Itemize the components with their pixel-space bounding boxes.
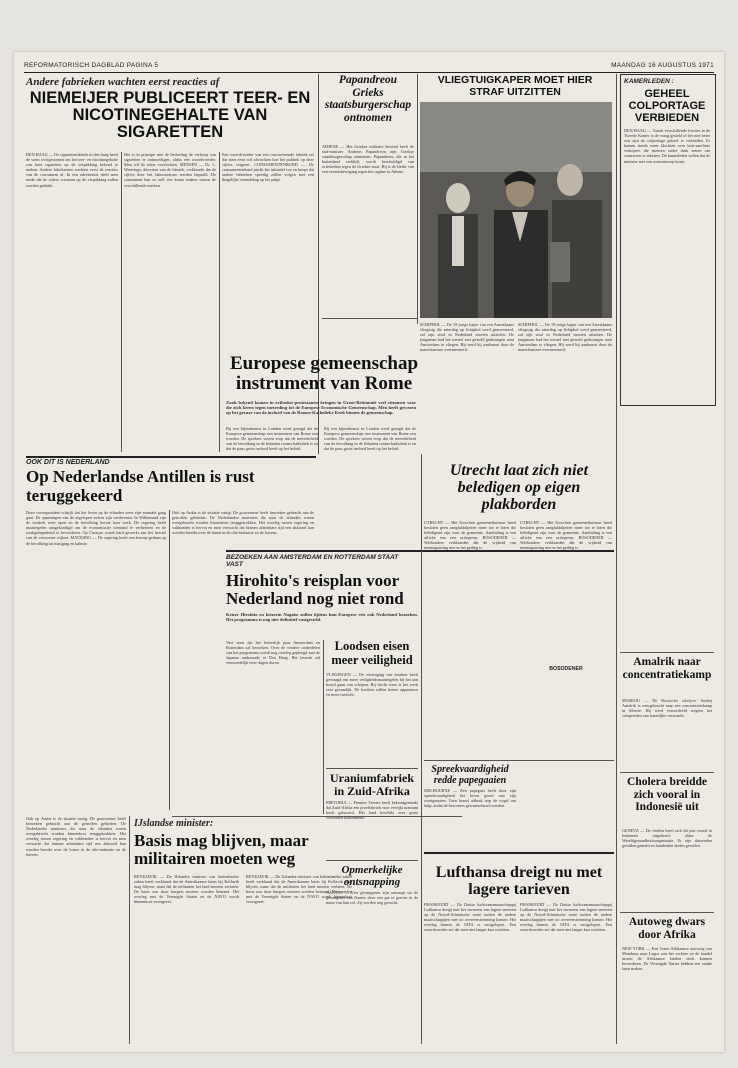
niemeijer-column-1: DEN HAAG — De sigarettenfabriek in den haag heeft de wens overgenomen om het teer- en nicotinegehalte van haar sigaretten op de verpakking bekend te maken. Andere fabrikanten wachten eerst de reacties van de consument af. In een advertentie deelt men mede dat de cijfers voortaan op de verpakking zullen worden gedrukt. [26, 152, 118, 188]
hirohito-lead: Keizer Hirohito en keizerin Nagako zullen tijdens hun Europese reis ook Nederland bezoeken. Het programma is nog niet definitief vastgesteld. [226, 612, 418, 623]
masthead [24, 58, 714, 73]
spreek-headline: Spreekvaardigheid redde papegaaien [431, 764, 509, 786]
cholera-text: GENEVE — De cholera heeft zich dit jaar vooral in Indonesië uitgebreid, aldus de Wereldgezondheidsorganisatie. Er zijn duizenden gevallen gemeld en honderden doden gevallen. [622, 828, 712, 849]
cholera-headline: Cholera breidde zich vooral in Indonesië uit [627, 776, 707, 813]
spreek-text: MELBOURNE — Een papegaai heeft door zijn spreekvaardigheid het leven gered van zijn soortgenoten. Toen brand uitbrak riep de vogel om hulp, zodat de bewoners gewaarschuwd werden. [424, 788, 516, 809]
ijslandse-kicker: IJslandse minister: [134, 818, 214, 829]
lufthansa-headline: Lufthansa dreigt nu met lagere tarieven [435, 864, 603, 898]
opmerkelijke-text: NANTES — Vier gevangenen zijn ontsnapt uit de gevangenis van Nantes door een gat te graven in de muur van hun cel. Zij worden nog gezocht. [326, 890, 418, 906]
loodsen-text: VLISSINGEN — De vereniging van loodsen heeft gevraagd om meer veiligheidsmaatregelen bij het aan boord gaan van schepen. Bij slecht weer is het werk zeer gevaarlijk. De loodsen willen betere apparatuur en meer toezicht. [326, 672, 418, 698]
hijacker-photo-illustration [420, 102, 612, 318]
kamerleden-text: DEN HAAG — Vanuit verschillende fracties in de Tweede Kamer is de vraag gesteld of het niet beter zou zijn de colportage geheel te verbieden. Er komen steeds meer klachten over huis-aan-huis verkopers die mensen onder druk zetten om contracten te tekenen. De kamerleden willen dat de minister met een wetsontwerp komt. [624, 128, 710, 164]
niemeijer-column-3: Een woordvoerder van een concurrerende fabriek zei dat men eerst wil afwachten hoe het publiek op deze cijfers reageert. CONSUMENTENBOND — De consumentenbond juicht het initiatief toe en hoopt dat andere fabrieken spoedig zullen volgen met een dergelijke vermelding op het pakje. [222, 152, 314, 183]
amalrik-headline: Amalrik naar concentratiekamp [622, 656, 712, 681]
utrecht-headline: Utrecht laat zich niet beledigen op eigen plakborden [449, 462, 589, 513]
antillen-column-1-continued: Ook op Aruba is de situatie rustig. De gouverneur heeft bezoeken gebracht aan de getroffen gebieden. De Nederlandse mariniers die naar de eilanden waren overgebracht worden binnenkort teruggetrokken. Het overleg tussen regering en vakbonden is hervat en men verwacht dat binnen afzienbare tijd een akkoord kan worden bereikt over de lonen in de olie-industrie en de havens. [26, 816, 126, 857]
newspaper-page [14, 52, 724, 1052]
papandreou-headline: Papandreou Grieks staatsburgerschap ontnomen [324, 74, 412, 124]
ijslandse-headline: Basis mag blijven, maar militairen moeten weg [134, 831, 309, 868]
kamerleden-headline: GEHEEL COLPORTAGE VERBIEDEN [628, 88, 706, 124]
europese-column-2: Bij een bijeenkomst in Londen werd gezegd dat de Europese gemeenschap een instrument van Rome zou worden. De sprekers wezen erop dat de meerderheid van de bevolking in de lidstaten rooms-katholiek is en dat de paus grote invloed heeft op het beleid. [324, 426, 416, 452]
europese-lead: Zoals bekend komen in orthodox-protestantse kringen in Groot-Brittannië veel stemmen voor die zich keren tegen toetreding tot de Europese Economische Gemeenschap. Men heeft gewezen op het gevaar van de invloed van de Rooms-Katholieke Kerk binnen de gemeenschap. [226, 400, 416, 416]
autoweg-headline: Autoweg dwars door Afrika [628, 916, 706, 941]
paper-name: REFORMATORISCH DAGBLAD PAGINA 5 [24, 62, 159, 69]
hijacker-photo [420, 102, 612, 318]
hirohito-kicker: BEZOEKEN AAN AMSTERDAM EN ROTTERDAM STAAT VAST [226, 554, 399, 568]
ijslandse-column-2: REYKJAVIK — De IJslandse minister van buitenlandse zaken heeft verklaard dat de Amerikaanse basis bij Keflavik mag blijven, maar dat de militairen het land moeten verlaten. De basis zou door burgers moeten worden bemand. Het overleg met de Verenigde Staten en de NAVO wordt binnenkort voortgezet. [246, 874, 352, 905]
vliegtuig-headline: VLIEGTUIGKAPER MOET HIER STRAF UITZITTEN [437, 74, 593, 98]
kamerleden-kicker: KAMERLEDEN : [624, 78, 674, 85]
europese-column-1: Bij een bijeenkomst in Londen werd gezegd dat de Europese gemeenschap een instrument van Rome zou worden. De sprekers wezen erop dat de meerderheid van de bevolking in de lidstaten rooms-katholiek is en dat de paus grote invloed heeft op het beleid. [226, 426, 318, 452]
hirohito-column-1: Vast staat dat het keizerlijk paar Amsterdam en Rotterdam zal bezoeken. Over de verdere onderdelen van het programma wordt nog overleg gepleegd met de Japanse ambassade in Den Haag. Het bezoek zal vermoedelijk twee dagen duren. [226, 640, 320, 666]
paper-date: MAANDAG 16 AUGUSTUS 1971 [611, 62, 714, 69]
uranium-text: PRETORIA — Premier Vorster heeft bekendgemaakt dat Zuid-Afrika een proeffabriek voor verrijkt uranium heeft gebouwd. Het land beschikt over grote voorraden uraniumerts. [326, 800, 418, 821]
europese-headline: Europese gemeenschap instrument van Rome [229, 353, 419, 394]
vliegtuig-column-1: SCHIPHOL — De 19-jarige kaper van een Amerikaans vliegtuig die zaterdag op Schiphol werd gearresteerd, zal zijn straf in Nederland moeten uitzitten. De jongeman had het toestel met geweld gedwongen naar Amsterdam te vliegen. Hij werd bij aankomst door de marechaussee overmeesterd. [420, 322, 514, 353]
opmerkelijke-headline: Opmerkelijke ontsnapping [341, 864, 403, 888]
utrecht-column-1: UTRECHT — Het Utrechtse gemeentebestuur heeft besloten geen aanplakbiljetten meer toe te laten die beledigend zijn voor de gemeente. Aanleiding is een affiche van een actiegroep. BOSODENER — Wethouders verklaarden dat de vrijheid van meningsuiting niet in het geding is. [424, 520, 516, 551]
autoweg-text: NEW YORK — Een Trans-Afrikaanse autoweg van Mombasa naar Lagos zou het verkeer en de handel tussen de Afrikaanse landen sterk kunnen bevorderen. De Verenigde Naties hebben een studie laten maken. [622, 946, 712, 972]
hirohito-headline: Hirohito's reisplan voor Nederland nog niet rond [226, 571, 404, 608]
antillen-column-1: Deze correspondent schrijft dat het leven op de eilanden weer zijn normale gang gaat. De spanningen van de afgelopen weken zijn verdwenen. In Willemstad zijn de winkels weer open en de bevolking hervat haar werk. De regering heeft maatregelen aangekondigd om de economische toestand te verbeteren en de werkgelegenheid te bevorderen. Op Curaçao wordt hard gewerkt aan het herstel van de verwoeste wijken. MATIGING — De regering heeft een beroep gedaan op de bevolking tot matiging en kalmte. [26, 510, 166, 546]
lufthansa-column-2: FRANKFURT — De Duitse luchtvaartmaatschappij Lufthansa dreigt met het invoeren van lagere tarieven op de Noord-Atlantische route indien de andere maatschappijen niet tot overeenstemming komen. Het overleg binnen de IATA is vastgelopen. Een woordvoerder zei dat men niet langer kan wachten. [520, 902, 612, 933]
antillen-headline: Op Nederlandse Antillen is rust teruggekeerd [26, 467, 255, 505]
niemeijer-kicker: Andere fabrieken wachten eerst reacties af [26, 76, 220, 88]
papandreou-text: ATHENE — Het Griekse militaire bewind heeft de oud-minister Andreas Papandreou zijn Griekse staatsburgerschap ontnomen. Papandreou, die in het buitenland verblijft, wordt beschuldigd van activiteiten tegen de Griekse staat. Hij is de leider van een verzetsbeweging tegen het regime in Athene. [322, 144, 414, 175]
antillen-kicker: OOK DIT IS NEDERLAND [26, 459, 110, 466]
utrecht-subhead: BOSODENER [549, 666, 583, 672]
loodsen-headline: Loodsen eisen meer veiligheid [331, 639, 413, 667]
antillen-column-2: Ook op Aruba is de situatie rustig. De gouverneur heeft bezoeken gebracht aan de getroffen gebieden. De Nederlandse mariniers die naar de eilanden waren overgebracht worden binnenkort teruggetrokken. Het overleg tussen regering en vakbonden is hervat en men verwacht dat binnen afzienbare tijd een akkoord kan worden bereikt over de lonen in de olie-industrie en de havens. [172, 510, 314, 536]
vliegtuig-column-2: SCHIPHOL — De 19-jarige kaper van een Amerikaans vliegtuig die zaterdag op Schiphol werd gearresteerd, zal zijn straf in Nederland moeten uitzitten. De jongeman had het toestel met geweld gedwongen naar Amsterdam te vliegen. Hij werd bij aankomst door de marechaussee overmeesterd. [518, 322, 612, 353]
ijslandse-column-1: REYKJAVIK — De IJslandse minister van buitenlandse zaken heeft verklaard dat de Amerikaanse basis bij Keflavik mag blijven, maar dat de militairen het land moeten verlaten. De basis zou door burgers moeten worden bemand. Het overleg met de Verenigde Staten en de NAVO wordt binnenkort voortgezet. [134, 874, 239, 905]
uranium-headline: Uraniumfabriek in Zuid-Afrika [330, 771, 414, 798]
niemeijer-headline: NIEMEIJER PUBLICEERT TEER- EN NICOTINEGEHALTE VAN SIGARETTEN [29, 89, 311, 141]
utrecht-column-2: UTRECHT — Het Utrechtse gemeentebestuur heeft besloten geen aanplakbiljetten meer toe te laten die beledigend zijn voor de gemeente. Aanleiding is een affiche van een actiegroep. BOSODENER — Wethouders verklaarden dat de vrijheid van meningsuiting niet in het geding is. [520, 520, 612, 551]
niemeijer-column-2: Het is in principe niet de bedoeling de verkoop van sigaretten te ontmoedigen, aldus een woordvoerder. Men wil de roker voorlichten. MENSEN — Dr. L. Weterings, directeur van de fabriek, verklaarde dat de cijfers door het laboratorium werden bepaald. De consument kan zo zelf een keuze maken tussen de verschillende merken. [124, 152, 216, 188]
amalrik-text: MOSKOU — De Russische schrijver Andrej Amalrik is overgebracht naar een concentratiekamp in Siberië. Hij werd veroordeeld wegens het verspreiden van lasterlijke verzinsels. [622, 698, 712, 719]
lufthansa-column-1: FRANKFURT — De Duitse luchtvaartmaatschappij Lufthansa dreigt met het invoeren van lagere tarieven op de Noord-Atlantische route indien de andere maatschappijen niet tot overeenstemming komen. Het overleg binnen de IATA is vastgelopen. Een woordvoerder zei dat men niet langer kan wachten. [424, 902, 516, 933]
